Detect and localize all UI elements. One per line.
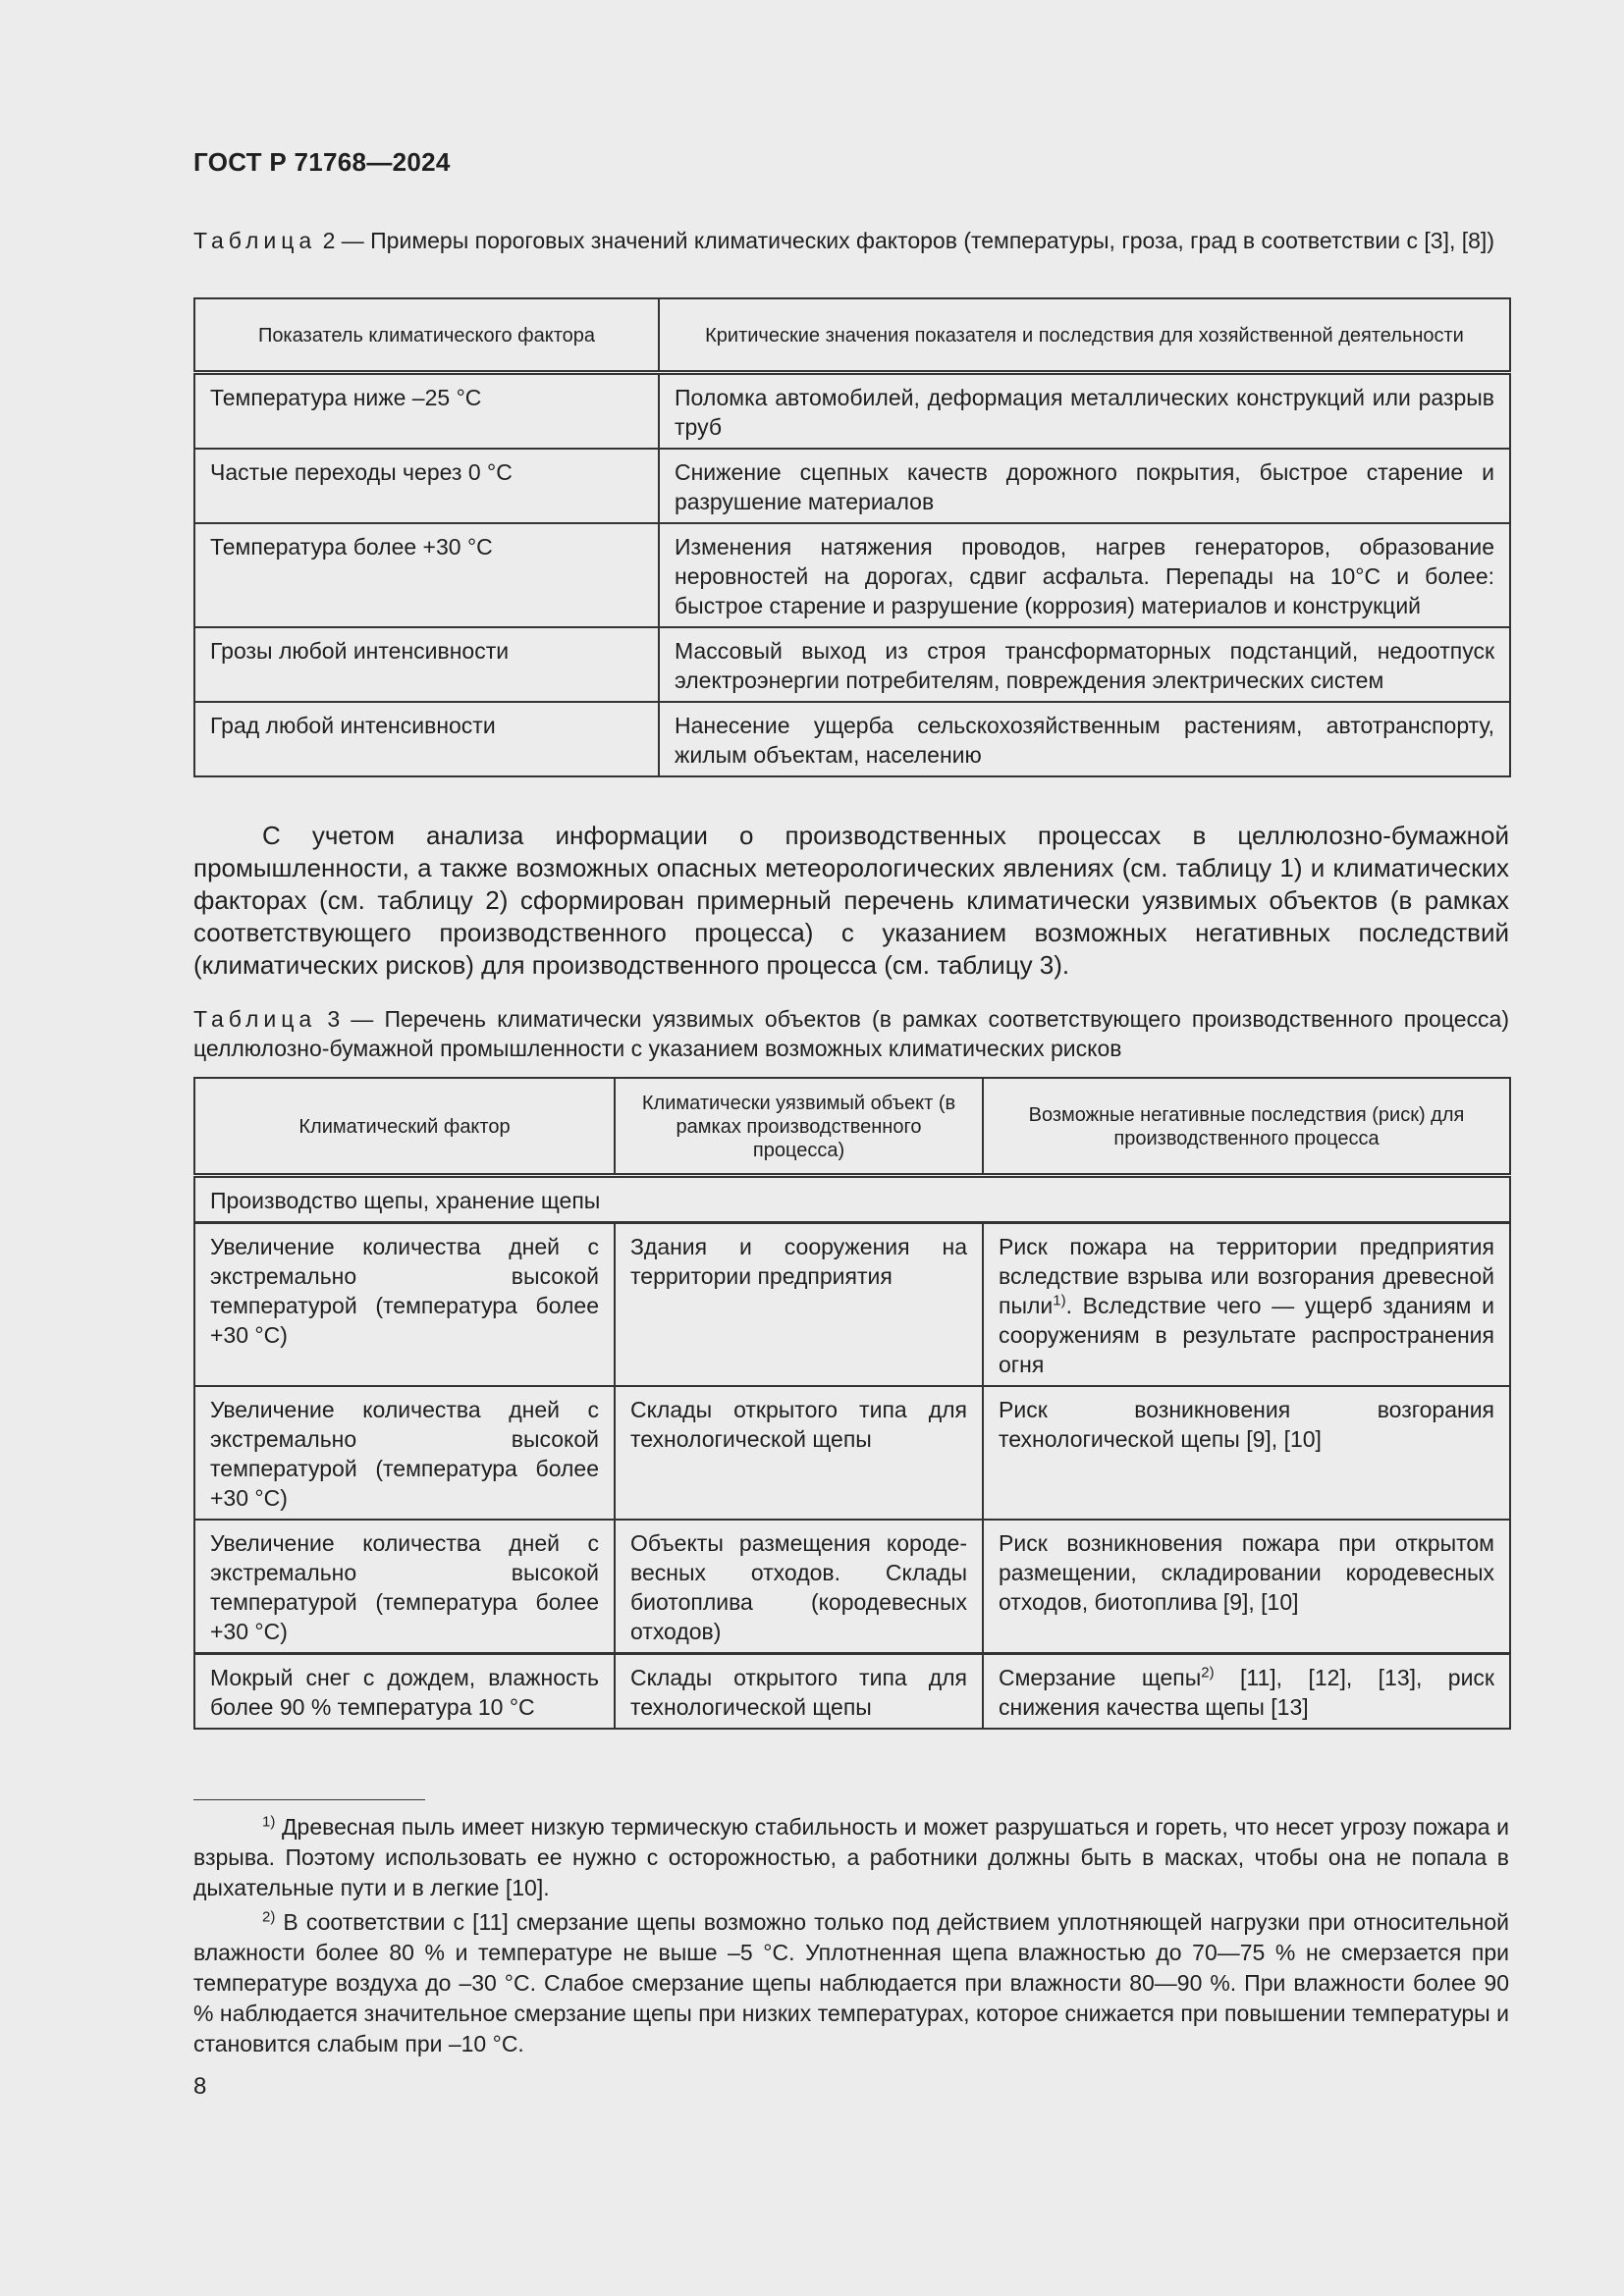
table2-indicator-cell: Температура ниже –25 °C: [194, 373, 659, 450]
footnote-mark: 2): [262, 1908, 276, 1926]
table-row: [194, 1223, 1510, 1387]
table3-section-cell: Производство щепы, хранение щепы: [194, 1176, 1510, 1223]
table2-indicator-cell: Грозы любой интенсивности: [194, 627, 659, 702]
table3-factor-cell: Увеличение количества дней с экстремально высокой температурой (температура более +30 °C): [194, 1520, 615, 1654]
table-row: [194, 373, 1510, 450]
table3: [193, 1077, 1511, 1730]
table2-indicator-cell: Температура более +30 °C: [194, 523, 659, 627]
footnote-separator: [193, 1799, 425, 1800]
footnote-ref: 2): [1201, 1664, 1215, 1682]
table3-factor-cell: Мокрый снег с дождем, влажность более 90 % температура 10 °C: [194, 1654, 615, 1730]
table-row: [194, 523, 1510, 627]
table-row: [194, 449, 1510, 523]
table3-factor-cell: Увеличение количества дней с экстремально высокой температурой (температура более +30 °C): [194, 1386, 615, 1520]
table2-caption-label: Таблица: [193, 228, 317, 253]
table3-caption-label: Таблица: [193, 1006, 317, 1032]
table2-header-cell: Показатель климатического фактора: [194, 298, 659, 373]
table2-header-cell: Критические значения показателя и последствия для хозяйственной деятельности: [659, 298, 1510, 373]
table2: [193, 297, 1511, 777]
table2-consequence-cell: Массовый выход из строя трансформаторных подстанций, недоотпуск электроэнергии потребителям, повреждения электрических систем: [659, 627, 1510, 702]
footnote-ref: 1): [1053, 1292, 1066, 1309]
table2-header-row: [194, 298, 1510, 373]
table2-consequence-cell: Снижение сцепных качеств дорожного покрытия, быстрое старение и разрушение материалов: [659, 449, 1510, 523]
table2-consequence-cell: Изменения натяжения проводов, нагрев генераторов, образование неровностей на дорогах, сдвиг асфальта. Перепады на 10°С и более: быстрое старение и разрушение (коррозия) материалов и конструкций: [659, 523, 1510, 627]
table3-object-cell: Здания и сооружения на территории предприятия: [615, 1223, 983, 1387]
table3-caption-text: 3 — Перечень климатически уязвимых объектов (в рамках соответствующего производственного процесса) целлюлозно-бумажной промышленности с указанием возможных климатических рисков: [193, 1006, 1509, 1061]
table2-caption: [193, 226, 1509, 255]
table2-consequence-cell: Нанесение ущерба сельскохозяйственным растениям, автотранспорту, жилым объектам, населению: [659, 702, 1510, 776]
table3-header-cell: Климатически уязвимый объект (в рамках производственного процесса): [615, 1078, 983, 1176]
table3-header-row: [194, 1078, 1510, 1176]
footnote-mark: 1): [262, 1813, 276, 1831]
table-row: [194, 1520, 1510, 1654]
table3-header-cell: Возможные негативные последствия (риск) для производственного процесса: [983, 1078, 1510, 1176]
table3-risk-cell: Риск возникновения пожара при открытом размещении, складировании кородевесных отходов, биотоплива [9], [10]: [983, 1520, 1510, 1654]
table3-object-cell: Склады открытого типа для технологической щепы: [615, 1386, 983, 1520]
table3-header-cell: Климатический фактор: [194, 1078, 615, 1176]
body-paragraph: С учетом анализа информации о производственных процессах в целлюлозно-бумажной промышленности, а также возможных опасных метеорологических явлениях (см. таблицу 1) и климатических факторах (см. таблицу 2) сформирован примерный перечень климатически уязвимых объектов (в рамках соответствующего производственного процесса) с указанием возможных негативных последствий (климатических рисков) для производственного процесса (см. таблицу 3).: [193, 821, 1509, 980]
table3-object-cell: Склады открытого типа для технологической щепы: [615, 1654, 983, 1730]
table-row: [194, 1386, 1510, 1520]
table3-caption: [193, 1004, 1509, 1063]
footnote-1: $^{1)}$ Древесная пыль имеет низкую термическую стабильность и может разрушаться и гореть, что несет угрозу пожара и взрыва. Поэтому использовать ее нужно с осторожностью, а работники должны быть в масках, чтобы она не попала в дыхательные пути и в легкие [10].: [193, 1813, 1509, 1900]
table3-section-row: [194, 1176, 1510, 1223]
footnote-2: $^{2)}$ В соответствии с [11] смерзание щепы возможно только под действием уплотняющей нагрузки при относительной влажности более 80 % и температуре не выше –5 °С. Уплотненная щепа влажностью до 70—75 % не смерзается при температуре воздуха до –30 °С. Слабое смерзание щепы наблюдается при влажности 80—90 %. При влажности более 90 % наблюдается значительное смерзание щепы при низких температурах, которое снижается при повышении температуры и становится слабым при –10 °С.: [193, 1908, 1509, 2056]
table2-indicator-cell: Частые переходы через 0 °C: [194, 449, 659, 523]
table3-risk-cell: Риск возникновения возгорания технологической щепы [9], [10]: [983, 1386, 1510, 1520]
table3-object-cell: Объекты размещения кородевесных отходов. Склады биотоплива (кородевесных отходов): [615, 1520, 983, 1654]
table-row: [194, 702, 1510, 776]
table2-caption-text: 2 — Примеры пороговых значений климатических факторов (температуры, гроза, град в соответствии с [3], [8]): [316, 228, 1494, 253]
document-code-header: ГОСТ Р 71768—2024: [193, 147, 451, 177]
table3-risk-cell: Риск пожара на территории предприятия вследствие взрыва или возгорания древесной пыли$^{1)}$. Вследствие чего — ущерб зданиям и сооружениям в результате распространения огня: [983, 1223, 1510, 1387]
page-number: 8: [193, 2073, 207, 2100]
table-row: [194, 627, 1510, 702]
table3-risk-cell: Смерзание щепы$^{2)}$ [11], [12], [13], риск снижения качества щепы [13]: [983, 1654, 1510, 1730]
table2-indicator-cell: Град любой интенсивности: [194, 702, 659, 776]
table2-consequence-cell: Поломка автомобилей, деформация металлических конструкций или разрыв труб: [659, 373, 1510, 450]
table-row: [194, 1654, 1510, 1730]
table3-factor-cell: Увеличение количества дней с экстремально высокой температурой (температура более +30 °C): [194, 1223, 615, 1387]
